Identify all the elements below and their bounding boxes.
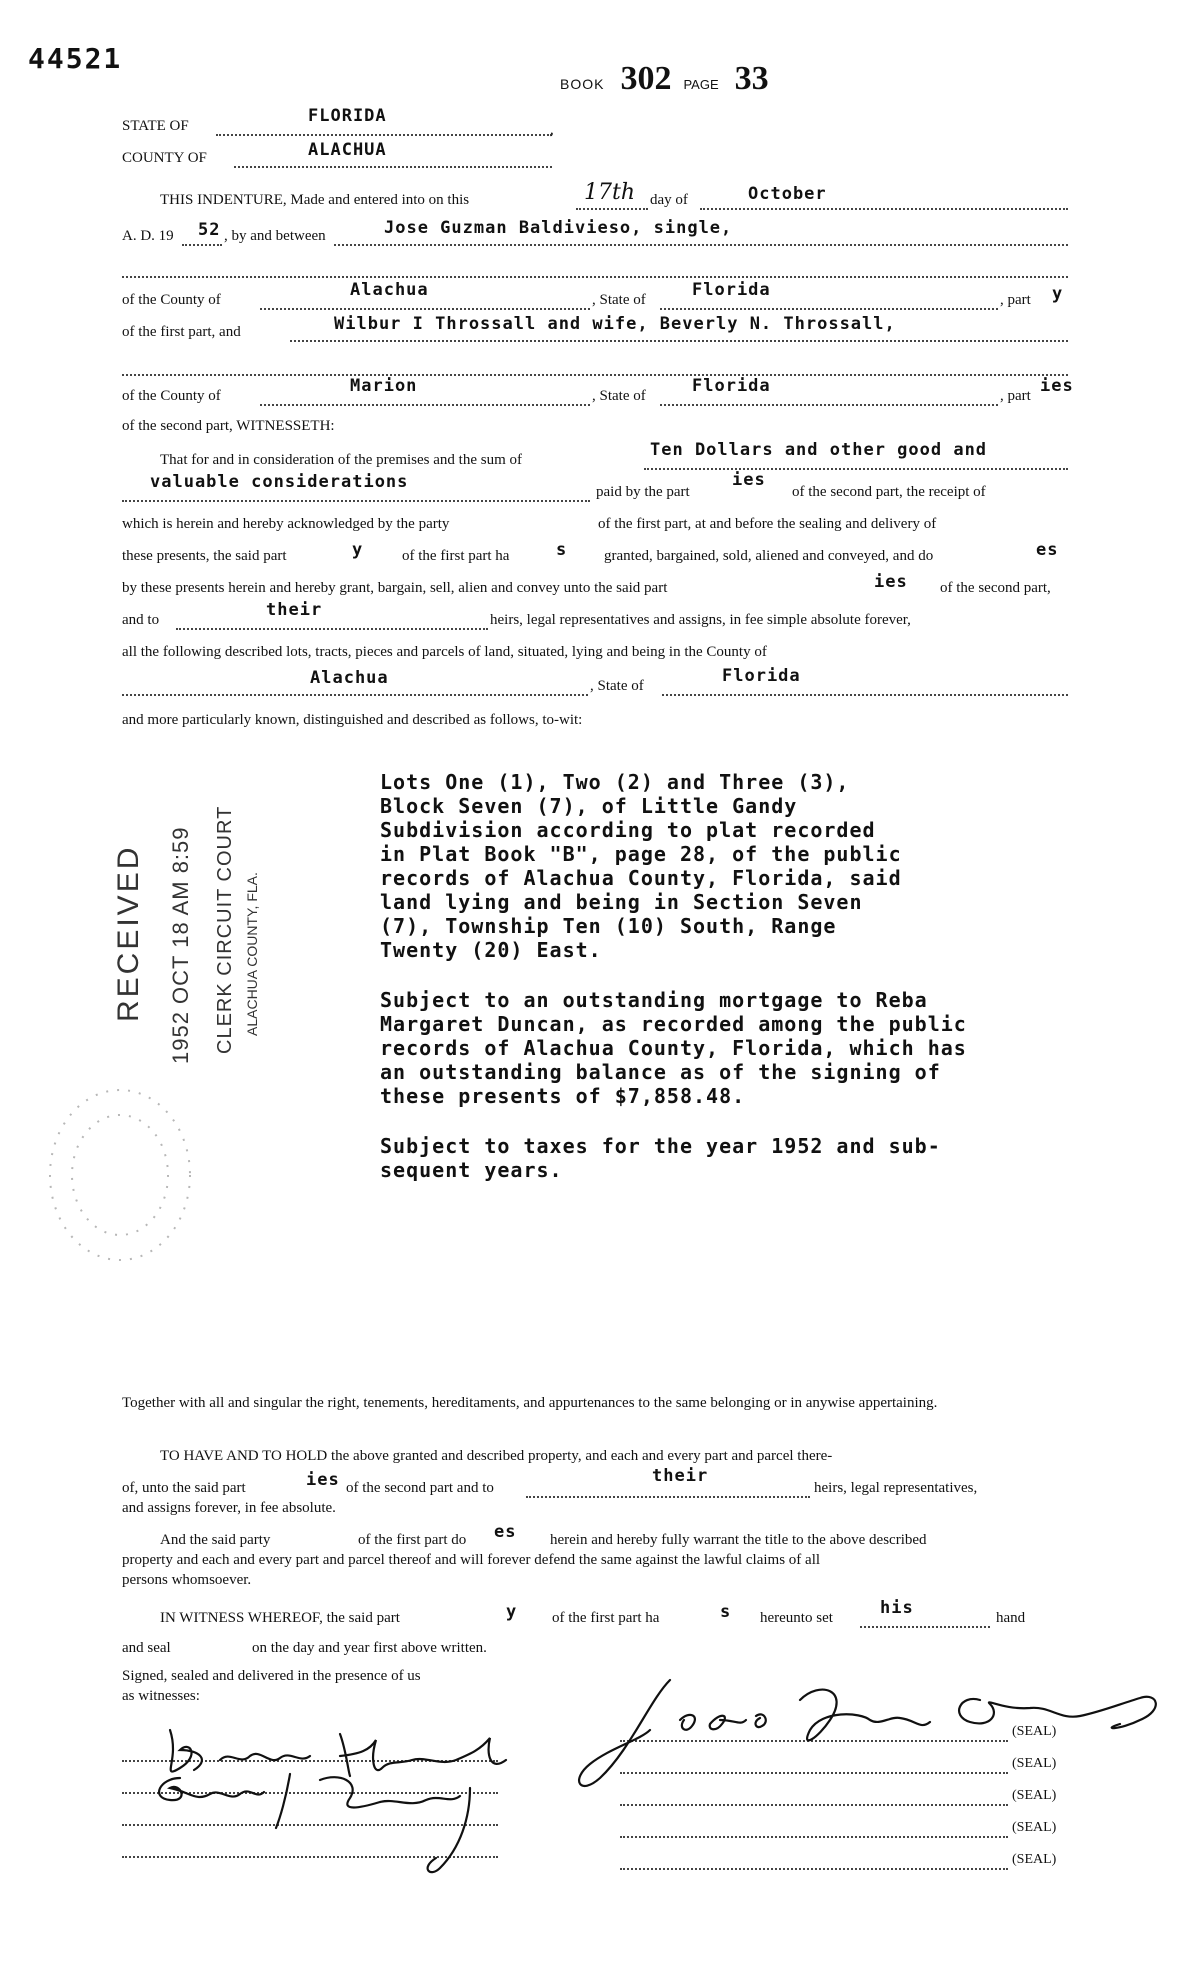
second-party-county-label: of the County of bbox=[122, 388, 221, 404]
acknowledged-line-b: of the first part, at and before the sealing and delivery of bbox=[598, 516, 937, 532]
second-party-names: Wilbur I Throssall and wife, Beverly N. Throssall, bbox=[334, 314, 896, 334]
second-party-county: Marion bbox=[350, 376, 418, 396]
receipt-label: of the second part, the receipt of bbox=[792, 484, 986, 500]
witness-line-e: and seal bbox=[122, 1640, 171, 1656]
witness-line-b: of the first part ha bbox=[552, 1610, 660, 1626]
indenture-year: 52 bbox=[198, 220, 221, 240]
day-of-label: day of bbox=[650, 192, 688, 208]
seal-label-1: (SEAL) bbox=[1012, 1724, 1057, 1739]
witness-s: s bbox=[720, 1602, 732, 1622]
state-line bbox=[216, 134, 552, 136]
state-value: FLORIDA bbox=[308, 106, 387, 126]
to-have-line-d: heirs, legal representatives, bbox=[814, 1480, 978, 1496]
witness-signature-2 bbox=[140, 1768, 500, 1878]
received-stamp-date: 1952 OCT 18 AM 8:59 bbox=[168, 826, 193, 1064]
state-label: STATE OF bbox=[122, 118, 189, 134]
land-state: Florida bbox=[722, 666, 801, 686]
witness-line-d: hand bbox=[996, 1610, 1026, 1626]
following-described-line: all the following described lots, tracts, pieces and parcels of land, situated, lying and being in the County of bbox=[122, 644, 767, 660]
heirs-line: heirs, legal representatives and assigns, in fee simple absolute forever, bbox=[490, 612, 911, 628]
and-to-label: and to bbox=[122, 612, 160, 628]
seal-label-4: (SEAL) bbox=[1012, 1820, 1057, 1835]
granted-line-a: these presents, the said part bbox=[122, 548, 287, 564]
consideration-intro: That for and in consideration of the premises and the sum of bbox=[160, 452, 522, 468]
received-stamp-clerk: CLERK CIRCUIT COURT bbox=[214, 805, 236, 1054]
to-have-line-c: of the second part and to bbox=[346, 1480, 494, 1496]
to-have-ies: ies bbox=[306, 1470, 340, 1490]
to-have-line-b: of, unto the said part bbox=[122, 1480, 246, 1496]
granted-es: es bbox=[1036, 540, 1059, 560]
to-have-line-a: TO HAVE AND TO HOLD the above granted and described property, and each and every part and parcel there- bbox=[160, 1448, 833, 1464]
legal-description-taxes: Subject to taxes for the year 1952 and sub- sequent years. bbox=[380, 1134, 941, 1182]
page-number: 33 bbox=[734, 60, 769, 97]
first-party-state: Florida bbox=[692, 280, 771, 300]
and-to-their: their bbox=[266, 600, 323, 620]
book-number: 302 bbox=[620, 60, 672, 97]
county-line bbox=[234, 166, 552, 168]
ad-label: A. D. 19 bbox=[122, 228, 174, 244]
received-stamp-county: ALACHUA COUNTY, FLA. bbox=[244, 872, 260, 1036]
by-and-between-label: , by and between bbox=[224, 228, 326, 244]
embossed-seal bbox=[40, 1080, 200, 1270]
convey-line-a: by these presents herein and hereby grant, bargain, sell, alien and convey unto the said part bbox=[122, 580, 668, 596]
second-party-state: Florida bbox=[692, 376, 771, 396]
paid-by-suffix: ies bbox=[732, 470, 766, 490]
together-paragraph: Together with all and singular the right, tenements, hereditaments, and appurtenances to the same belonging or in anywise appertaining. bbox=[122, 1395, 938, 1411]
warrant-line-d: property and each and every part and parcel thereof and will forever defend the same against the lawful claims of all bbox=[122, 1552, 821, 1568]
convey-line-b: of the second part, bbox=[940, 580, 1051, 596]
acknowledged-line-a: which is herein and hereby acknowledged by the party bbox=[122, 516, 450, 532]
convey-ies: ies bbox=[874, 572, 908, 592]
witness-line-f: on the day and year first above written. bbox=[252, 1640, 487, 1656]
witness-line-c: hereunto set bbox=[760, 1610, 833, 1626]
second-party-intro: of the first part, and bbox=[122, 324, 241, 340]
county-label: COUNTY OF bbox=[122, 150, 207, 166]
book-page-reference bbox=[560, 60, 769, 98]
first-party-county: Alachua bbox=[350, 280, 429, 300]
granted-line-c: granted, bargained, sold, aliened and conveyed, and do bbox=[604, 548, 934, 564]
witness-line-a: IN WITNESS WHEREOF, the said part bbox=[160, 1610, 400, 1626]
warrant-line-e: persons whomsoever. bbox=[122, 1572, 252, 1588]
witness-y: y bbox=[506, 1602, 518, 1622]
to-have-line-e: and assigns forever, in fee absolute. bbox=[122, 1500, 336, 1516]
paid-by-label: paid by the part bbox=[596, 484, 690, 500]
legal-description-mortgage: Subject to an outstanding mortgage to Reba Margaret Duncan, as recorded among the public records of Alachua County, Florida, which has an outstanding balance as of the signing of these presents of $7,858.48. bbox=[380, 988, 967, 1108]
received-stamp-label: RECEIVED bbox=[112, 844, 145, 1022]
first-party-state-label: , State of bbox=[592, 292, 646, 308]
signed-line-a: Signed, sealed and delivered in the presence of us bbox=[122, 1668, 421, 1684]
warrant-line-b: of the first part do bbox=[358, 1532, 467, 1548]
warrant-line-c: herein and hereby fully warrant the title to the above described bbox=[550, 1532, 927, 1548]
witness-his: his bbox=[880, 1598, 914, 1618]
consideration-sum-1: Ten Dollars and other good and bbox=[650, 440, 988, 460]
county-value: ALACHUA bbox=[308, 140, 387, 160]
document-number: 44521 bbox=[28, 42, 123, 75]
first-party-part-label: , part bbox=[1000, 292, 1031, 308]
warrant-line-a: And the said party bbox=[160, 1532, 271, 1548]
seal-label-2: (SEAL) bbox=[1012, 1756, 1057, 1771]
legal-description-lots: Lots One (1), Two (2) and Three (3), Block Seven (7), of Little Gandy Subdivision according to plat recorded in Plat Book "B", page 28, of the public records of Alachua County, Florida, said land lying and being in Section Seven (7), Township Ten (10) South, Range Twenty (20) East. bbox=[380, 770, 902, 962]
to-have-their: their bbox=[652, 1466, 709, 1486]
second-party-part-label: , part bbox=[1000, 388, 1031, 404]
warrant-es: es bbox=[494, 1522, 517, 1542]
granted-y: y bbox=[352, 540, 364, 560]
granted-s: s bbox=[556, 540, 568, 560]
land-state-label: , State of bbox=[590, 678, 644, 694]
first-party-part-suffix: y bbox=[1052, 284, 1064, 304]
first-party-name: Jose Guzman Baldivieso, single, bbox=[384, 218, 733, 238]
land-county: Alachua bbox=[310, 668, 389, 688]
indenture-intro: THIS INDENTURE, Made and entered into on this bbox=[160, 192, 470, 208]
book-label: BOOK bbox=[560, 76, 605, 92]
seal-label-3: (SEAL) bbox=[1012, 1788, 1057, 1803]
consideration-sum-2: valuable considerations bbox=[150, 472, 409, 492]
grantor-signature bbox=[560, 1660, 1180, 1810]
indenture-month: October bbox=[748, 184, 827, 204]
seal-label-5: (SEAL) bbox=[1012, 1852, 1057, 1867]
first-party-county-label: of the County of bbox=[122, 292, 221, 308]
witnesseth-line: of the second part, WITNESSETH: bbox=[122, 418, 335, 434]
granted-line-b: of the first part ha bbox=[402, 548, 510, 564]
to-wit-line: and more particularly known, distinguished and described as follows, to-wit: bbox=[122, 712, 583, 728]
second-party-state-label: , State of bbox=[592, 388, 646, 404]
indenture-day: 17th bbox=[584, 180, 636, 205]
second-party-part-suffix: ies bbox=[1040, 376, 1074, 396]
signed-line-b: as witnesses: bbox=[122, 1688, 200, 1704]
page-label: PAGE bbox=[683, 77, 719, 92]
